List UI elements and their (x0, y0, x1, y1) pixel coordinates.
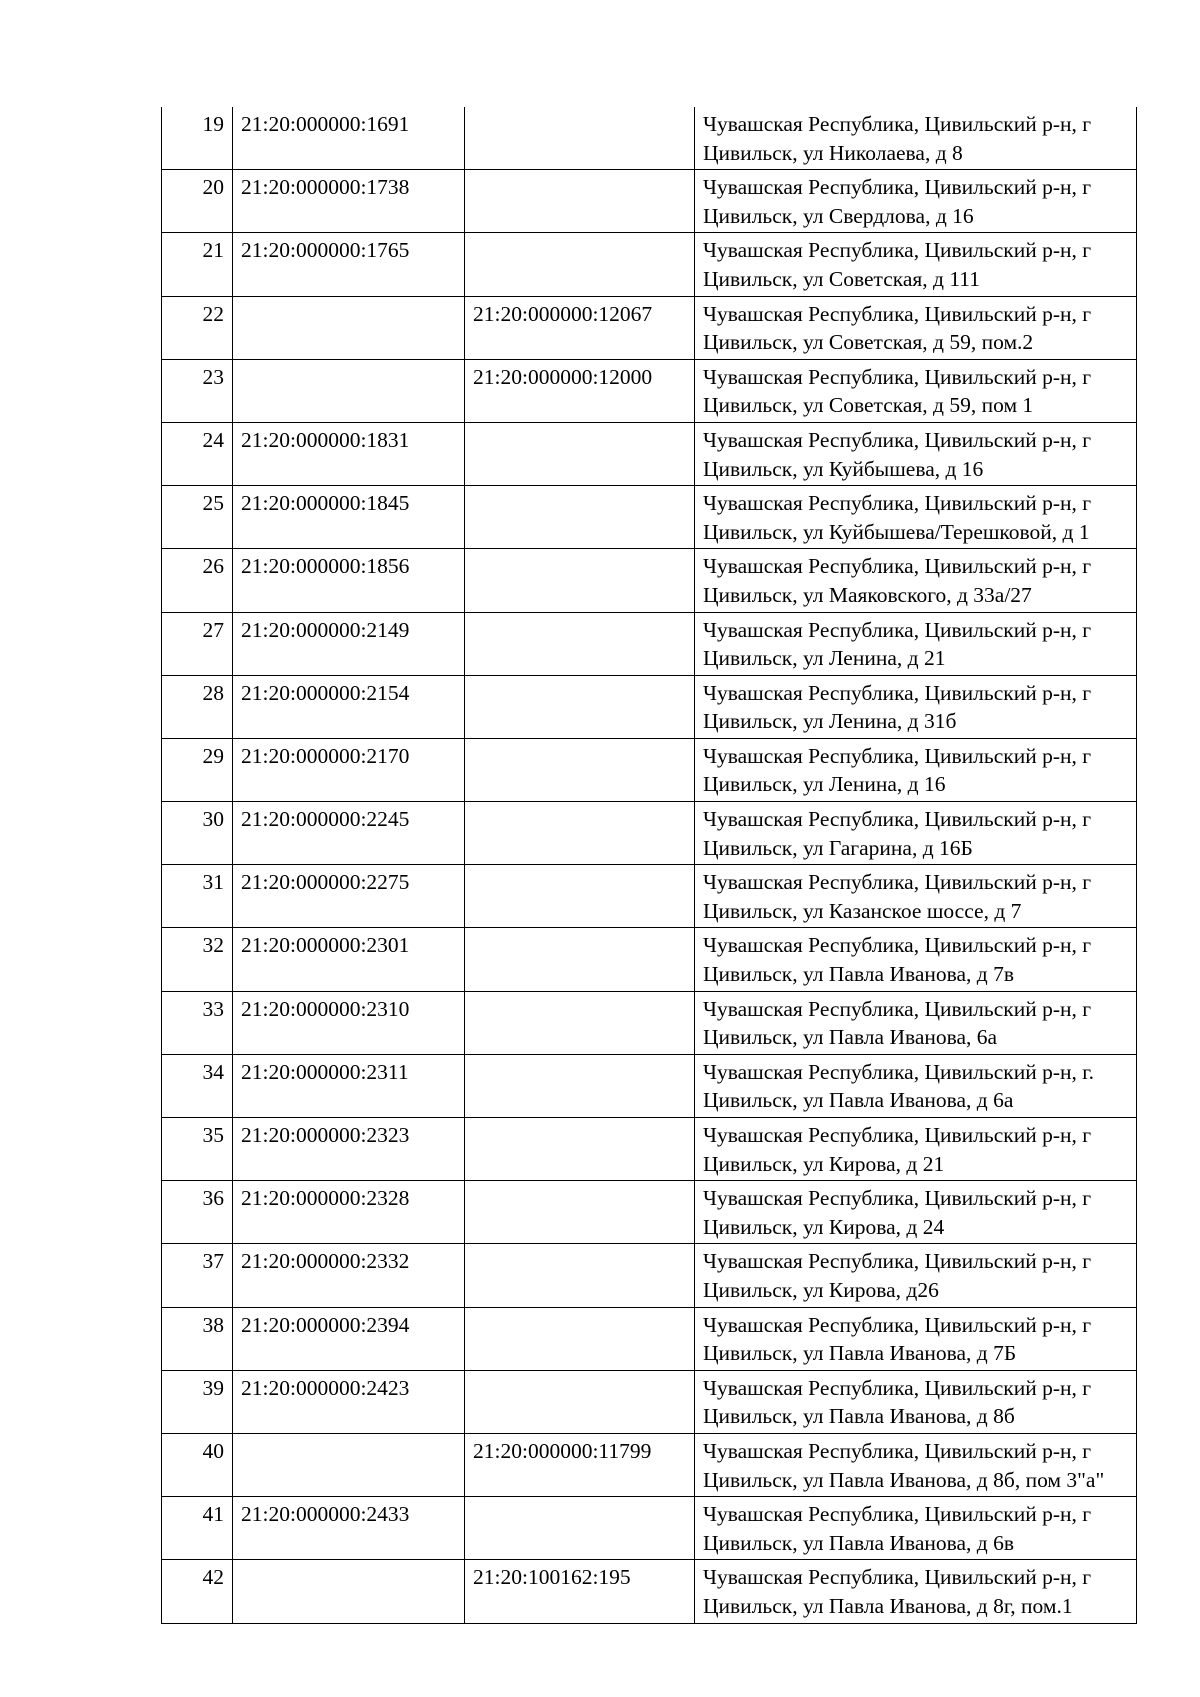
table-row (162, 422, 1137, 485)
row-number-cell: 32 (162, 928, 233, 991)
address-cell: Чувашская Республика, Цивильский р-н, г Цивильск, ул Кирова, д 24 (695, 1181, 1137, 1244)
object-cadastral-number-cell: 21:20:000000:11799 (465, 1433, 695, 1496)
address-cell: Чувашская Республика, Цивильский р-н, г Цивильск, ул Николаева, д 8 (695, 107, 1137, 170)
object-cadastral-number-cell (465, 928, 695, 991)
land-cadastral-number-cell (233, 359, 465, 422)
row-number-cell: 33 (162, 991, 233, 1054)
table-row (162, 1118, 1137, 1181)
address-cell: Чувашская Республика, Цивильский р-н, г Цивильск, ул Павла Иванова, д 8б, пом 3"а" (695, 1433, 1137, 1496)
address-cell: Чувашская Республика, Цивильский р-н, г. Цивильск, ул Павла Иванова, д 6а (695, 1054, 1137, 1117)
address-cell: Чувашская Республика, Цивильский р-н, г Цивильск, ул Павла Иванова, д 7Б (695, 1307, 1137, 1370)
land-cadastral-number-cell: 21:20:000000:2275 (233, 865, 465, 928)
object-cadastral-number-cell: 21:20:000000:12067 (465, 296, 695, 359)
table-row (162, 1433, 1137, 1496)
row-number-cell: 37 (162, 1244, 233, 1307)
object-cadastral-number-cell (465, 107, 695, 170)
address-cell: Чувашская Республика, Цивильский р-н, г Цивильск, ул Павла Иванова, д 8б (695, 1370, 1137, 1433)
object-cadastral-number-cell (465, 675, 695, 738)
land-cadastral-number-cell (233, 1433, 465, 1496)
table-row (162, 1370, 1137, 1433)
address-cell: Чувашская Республика, Цивильский р-н, г Цивильск, ул Павла Иванова, 6а (695, 991, 1137, 1054)
table-row (162, 612, 1137, 675)
land-cadastral-number-cell: 21:20:000000:1856 (233, 549, 465, 612)
object-cadastral-number-cell (465, 1181, 695, 1244)
table-row (162, 1497, 1137, 1560)
object-cadastral-number-cell (465, 1118, 695, 1181)
table-row (162, 359, 1137, 422)
object-cadastral-number-cell (465, 612, 695, 675)
address-cell: Чувашская Республика, Цивильский р-н, г Цивильск, ул Павла Иванова, д 7в (695, 928, 1137, 991)
row-number-cell: 24 (162, 422, 233, 485)
table-row (162, 865, 1137, 928)
land-cadastral-number-cell: 21:20:000000:2301 (233, 928, 465, 991)
table-row (162, 991, 1137, 1054)
table-row (162, 675, 1137, 738)
address-cell: Чувашская Республика, Цивильский р-н, г Цивильск, ул Маяковского, д 33а/27 (695, 549, 1137, 612)
address-cell: Чувашская Республика, Цивильский р-н, г Цивильск, ул Кирова, д 21 (695, 1118, 1137, 1181)
row-number-cell: 29 (162, 738, 233, 801)
land-cadastral-number-cell: 21:20:000000:2423 (233, 1370, 465, 1433)
land-cadastral-number-cell: 21:20:000000:1845 (233, 486, 465, 549)
address-cell: Чувашская Республика, Цивильский р-н, г Цивильск, ул Советская, д 59, пом.2 (695, 296, 1137, 359)
address-cell: Чувашская Республика, Цивильский р-н, г Цивильск, ул Советская, д 59, пом 1 (695, 359, 1137, 422)
row-number-cell: 19 (162, 107, 233, 170)
land-cadastral-number-cell: 21:20:000000:2323 (233, 1118, 465, 1181)
object-cadastral-number-cell (465, 170, 695, 233)
address-cell: Чувашская Республика, Цивильский р-н, г Цивильск, ул Ленина, д 21 (695, 612, 1137, 675)
land-cadastral-number-cell: 21:20:000000:2170 (233, 738, 465, 801)
table-row (162, 928, 1137, 991)
row-number-cell: 30 (162, 802, 233, 865)
table-row (162, 1181, 1137, 1244)
land-cadastral-number-cell: 21:20:000000:1738 (233, 170, 465, 233)
table-row (162, 1307, 1137, 1370)
address-cell: Чувашская Республика, Цивильский р-н, г Цивильск, ул Ленина, д 31б (695, 675, 1137, 738)
land-cadastral-number-cell: 21:20:000000:2154 (233, 675, 465, 738)
land-cadastral-number-cell: 21:20:000000:2245 (233, 802, 465, 865)
row-number-cell: 39 (162, 1370, 233, 1433)
address-cell: Чувашская Республика, Цивильский р-н, г Цивильск, ул Казанское шоссе, д 7 (695, 865, 1137, 928)
address-cell: Чувашская Республика, Цивильский р-н, г Цивильск, ул Куйбышева, д 16 (695, 422, 1137, 485)
land-cadastral-number-cell: 21:20:000000:1691 (233, 107, 465, 170)
row-number-cell: 38 (162, 1307, 233, 1370)
table-row (162, 738, 1137, 801)
address-cell: Чувашская Республика, Цивильский р-н, г Цивильск, ул Гагарина, д 16Б (695, 802, 1137, 865)
object-cadastral-number-cell (465, 991, 695, 1054)
row-number-cell: 21 (162, 233, 233, 296)
land-cadastral-number-cell: 21:20:000000:2311 (233, 1054, 465, 1117)
land-cadastral-number-cell: 21:20:000000:2433 (233, 1497, 465, 1560)
land-cadastral-number-cell: 21:20:000000:2394 (233, 1307, 465, 1370)
object-cadastral-number-cell (465, 865, 695, 928)
row-number-cell: 31 (162, 865, 233, 928)
row-number-cell: 26 (162, 549, 233, 612)
row-number-cell: 25 (162, 486, 233, 549)
registry-table-body (162, 107, 1137, 1623)
object-cadastral-number-cell (465, 1497, 695, 1560)
property-registry-table (161, 107, 1137, 1624)
land-cadastral-number-cell (233, 1560, 465, 1623)
row-number-cell: 36 (162, 1181, 233, 1244)
row-number-cell: 34 (162, 1054, 233, 1117)
row-number-cell: 40 (162, 1433, 233, 1496)
object-cadastral-number-cell (465, 233, 695, 296)
table-row (162, 296, 1137, 359)
table-row (162, 549, 1137, 612)
object-cadastral-number-cell (465, 738, 695, 801)
land-cadastral-number-cell: 21:20:000000:1831 (233, 422, 465, 485)
row-number-cell: 23 (162, 359, 233, 422)
land-cadastral-number-cell: 21:20:000000:2149 (233, 612, 465, 675)
address-cell: Чувашская Республика, Цивильский р-н, г Цивильск, ул Павла Иванова, д 6в (695, 1497, 1137, 1560)
table-row (162, 233, 1137, 296)
address-cell: Чувашская Республика, Цивильский р-н, г Цивильск, ул Ленина, д 16 (695, 738, 1137, 801)
address-cell: Чувашская Республика, Цивильский р-н, г Цивильск, ул Свердлова, д 16 (695, 170, 1137, 233)
object-cadastral-number-cell (465, 1244, 695, 1307)
land-cadastral-number-cell: 21:20:000000:1765 (233, 233, 465, 296)
row-number-cell: 41 (162, 1497, 233, 1560)
address-cell: Чувашская Республика, Цивильский р-н, г Цивильск, ул Кирова, д26 (695, 1244, 1137, 1307)
object-cadastral-number-cell (465, 1054, 695, 1117)
row-number-cell: 27 (162, 612, 233, 675)
row-number-cell: 35 (162, 1118, 233, 1181)
object-cadastral-number-cell (465, 802, 695, 865)
object-cadastral-number-cell (465, 1370, 695, 1433)
land-cadastral-number-cell (233, 296, 465, 359)
address-cell: Чувашская Республика, Цивильский р-н, г Цивильск, ул Куйбышева/Терешковой, д 1 (695, 486, 1137, 549)
object-cadastral-number-cell (465, 549, 695, 612)
object-cadastral-number-cell (465, 486, 695, 549)
row-number-cell: 20 (162, 170, 233, 233)
land-cadastral-number-cell: 21:20:000000:2332 (233, 1244, 465, 1307)
land-cadastral-number-cell: 21:20:000000:2310 (233, 991, 465, 1054)
table-row (162, 1054, 1137, 1117)
row-number-cell: 42 (162, 1560, 233, 1623)
table-row (162, 1560, 1137, 1623)
table-row (162, 486, 1137, 549)
object-cadastral-number-cell (465, 1307, 695, 1370)
object-cadastral-number-cell: 21:20:000000:12000 (465, 359, 695, 422)
land-cadastral-number-cell: 21:20:000000:2328 (233, 1181, 465, 1244)
object-cadastral-number-cell (465, 422, 695, 485)
table-row (162, 170, 1137, 233)
row-number-cell: 28 (162, 675, 233, 738)
table-row (162, 1244, 1137, 1307)
table-row (162, 107, 1137, 170)
table-row (162, 802, 1137, 865)
row-number-cell: 22 (162, 296, 233, 359)
address-cell: Чувашская Республика, Цивильский р-н, г Цивильск, ул Советская, д 111 (695, 233, 1137, 296)
address-cell: Чувашская Республика, Цивильский р-н, г Цивильск, ул Павла Иванова, д 8г, пом.1 (695, 1560, 1137, 1623)
object-cadastral-number-cell: 21:20:100162:195 (465, 1560, 695, 1623)
